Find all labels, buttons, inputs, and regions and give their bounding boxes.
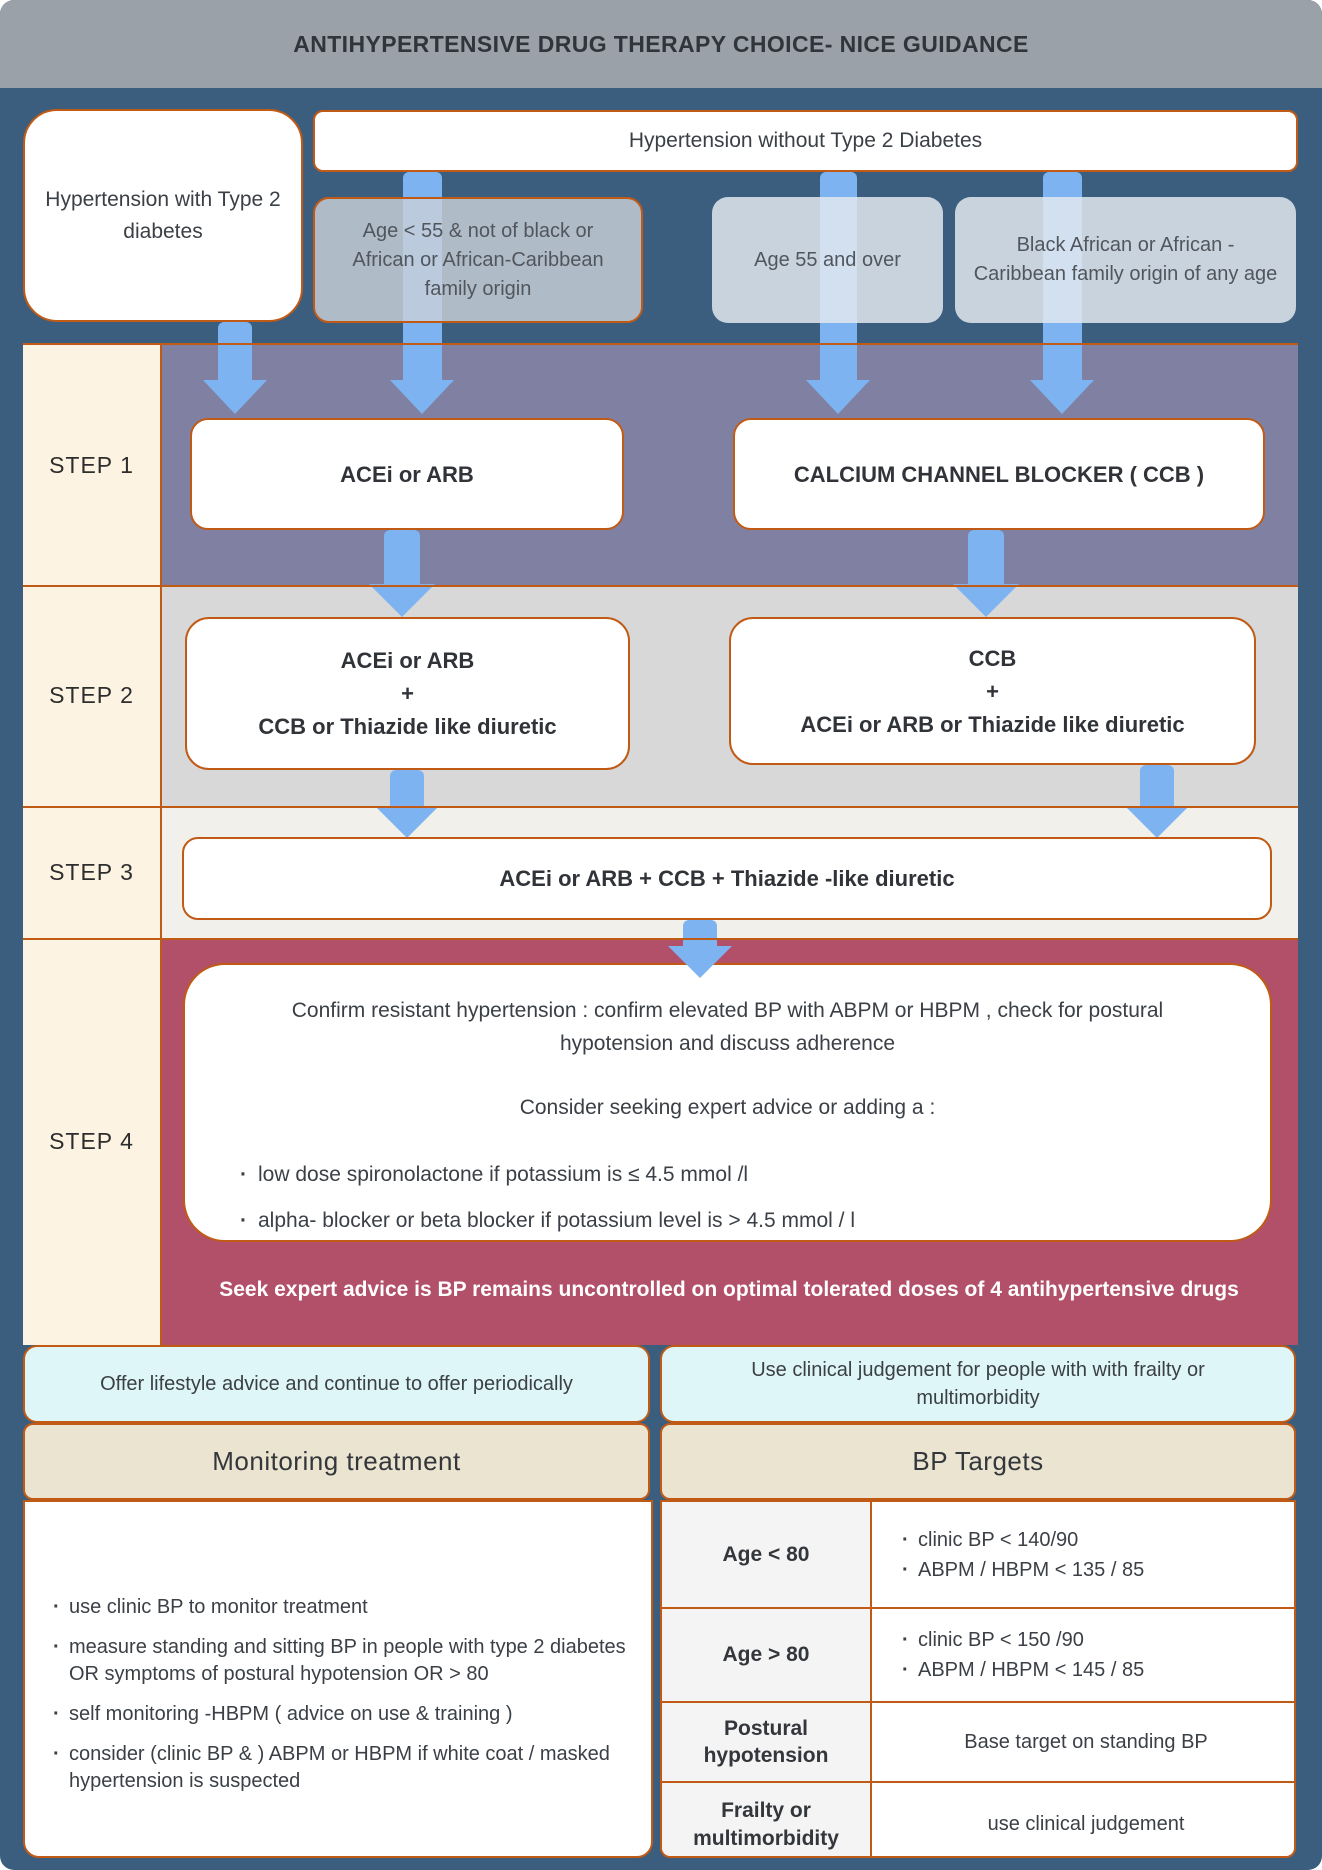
page-title: ANTIHYPERTENSIVE DRUG THERAPY CHOICE- NICE GUIDANCE (293, 30, 1029, 57)
category-under-55-box: Age < 55 & not of black or African or African-Caribbean family origin (313, 197, 643, 323)
target-row-values (872, 1609, 1296, 1701)
title-bar (0, 0, 1322, 88)
lifestyle-advice-box: Offer lifestyle advice and continue to offer periodically (23, 1345, 650, 1423)
divider-step3-4 (23, 938, 1298, 940)
divider-step1-2 (23, 585, 1298, 587)
target-frailty-value: use clinical judgement (872, 1783, 1296, 1858)
step1-ccb-box: CALCIUM CHANNEL BLOCKER ( CCB ) (733, 418, 1265, 530)
step2-right-line1: CCB (968, 645, 1017, 671)
monitoring-bullet-2: · measure standing and sitting BP in people with type 2 diabetes OR symptoms of postural hypotension OR > 80 (51, 1634, 629, 1688)
step4-bullet-list (240, 1159, 855, 1252)
monitoring-bullet-list (51, 1594, 629, 1795)
hypertension-with-t2d-box: Hypertension with Type 2 diabetes (23, 109, 303, 322)
target-row-label: Postural hypotension (662, 1703, 870, 1781)
target-postural-value: Base target on standing BP (872, 1703, 1296, 1781)
monitoring-bullet-1: · use clinic BP to monitor treatment (51, 1594, 629, 1621)
clinical-judgement-box: Use clinical judgement for people with with frailty or multimorbidity (660, 1345, 1296, 1423)
hypertension-without-t2d-box: Hypertension without Type 2 Diabetes (313, 110, 1298, 172)
arrow-s3-s4 (683, 920, 717, 946)
divider-top (23, 343, 1298, 345)
step4-confirm-text: Confirm resistant hypertension : confirm elevated BP with ABPM or HBPM , check for postural hypotension and discuss adherence (291, 999, 1164, 1055)
arrow-s1-s2-left (384, 530, 420, 584)
target-row-label: Age > 80 (662, 1609, 870, 1701)
step4-consider-text: Consider seeking expert advice or adding a : (519, 1096, 936, 1120)
step2-label: STEP 2 (23, 585, 160, 806)
divider-label-column (160, 345, 162, 1345)
target-age-over-80-abpm: · ABPM / HBPM < 145 / 85 (902, 1655, 1296, 1685)
target-age-under-80-clinic: · clinic BP < 140/90 (902, 1525, 1296, 1555)
arrow-s2-s3-right (1140, 765, 1174, 806)
expert-advice-warning: Seek expert advice is BP remains uncontrolled on optimal tolerated doses of 4 antihypertensive drugs (219, 1278, 1239, 1301)
step2-right-box (729, 617, 1256, 765)
step2-left-line2: + (401, 681, 414, 706)
target-age-under-80-abpm: · ABPM / HBPM < 135 / 85 (902, 1555, 1296, 1585)
step2-left-line3: CCB or Thiazide like diuretic (258, 714, 557, 739)
category-55-over-box: Age 55 and over (712, 197, 943, 323)
step2-left-line1: ACEi or ARB (340, 648, 475, 673)
category-black-african-box: Black African or African - Caribbean family origin of any age (955, 197, 1296, 323)
arrow-s1-s2-right (968, 530, 1004, 584)
step4-bullet-alpha-beta: · alpha- blocker or beta blocker if potassium level is > 4.5 mmol / l (240, 1205, 855, 1238)
monitoring-box (23, 1500, 653, 1858)
bp-targets-header: BP Targets (660, 1423, 1296, 1500)
step1-acei-arb-box: ACEi or ARB (190, 418, 624, 530)
step2-right-line2: + (986, 678, 999, 704)
arrow-s2-s3-left (390, 770, 424, 806)
step4-box (183, 963, 1272, 1242)
arrow-ribbon-t2d (218, 322, 252, 384)
monitoring-header: Monitoring treatment (23, 1423, 650, 1500)
target-age-over-80-clinic: · clinic BP < 150 /90 (902, 1625, 1296, 1655)
target-row-label: Age < 80 (662, 1502, 870, 1607)
divider-step2-3 (23, 806, 1298, 808)
step4-bullet-spironolactone: · low dose spironolactone if potassium is ≤ 4.5 mmol /l (240, 1159, 855, 1192)
bp-targets-table (660, 1500, 1296, 1858)
step2-left-box (185, 617, 630, 770)
monitoring-bullet-3: · self monitoring -HBPM ( advice on use & training ) (51, 1701, 629, 1728)
monitoring-bullet-4: · consider (clinic BP & ) ABPM or HBPM if white coat / masked hypertension is suspected (51, 1741, 629, 1795)
target-row-values (872, 1502, 1296, 1607)
step4-label: STEP 4 (23, 938, 160, 1345)
step2-right-line3: ACEi or ARB or Thiazide like diuretic (800, 711, 1185, 737)
step1-label: STEP 1 (23, 345, 160, 585)
target-row-label: Frailty or multimorbidity (662, 1783, 870, 1858)
step3-box: ACEi or ARB + CCB + Thiazide -like diuretic (182, 837, 1272, 920)
step3-label: STEP 3 (23, 806, 160, 938)
